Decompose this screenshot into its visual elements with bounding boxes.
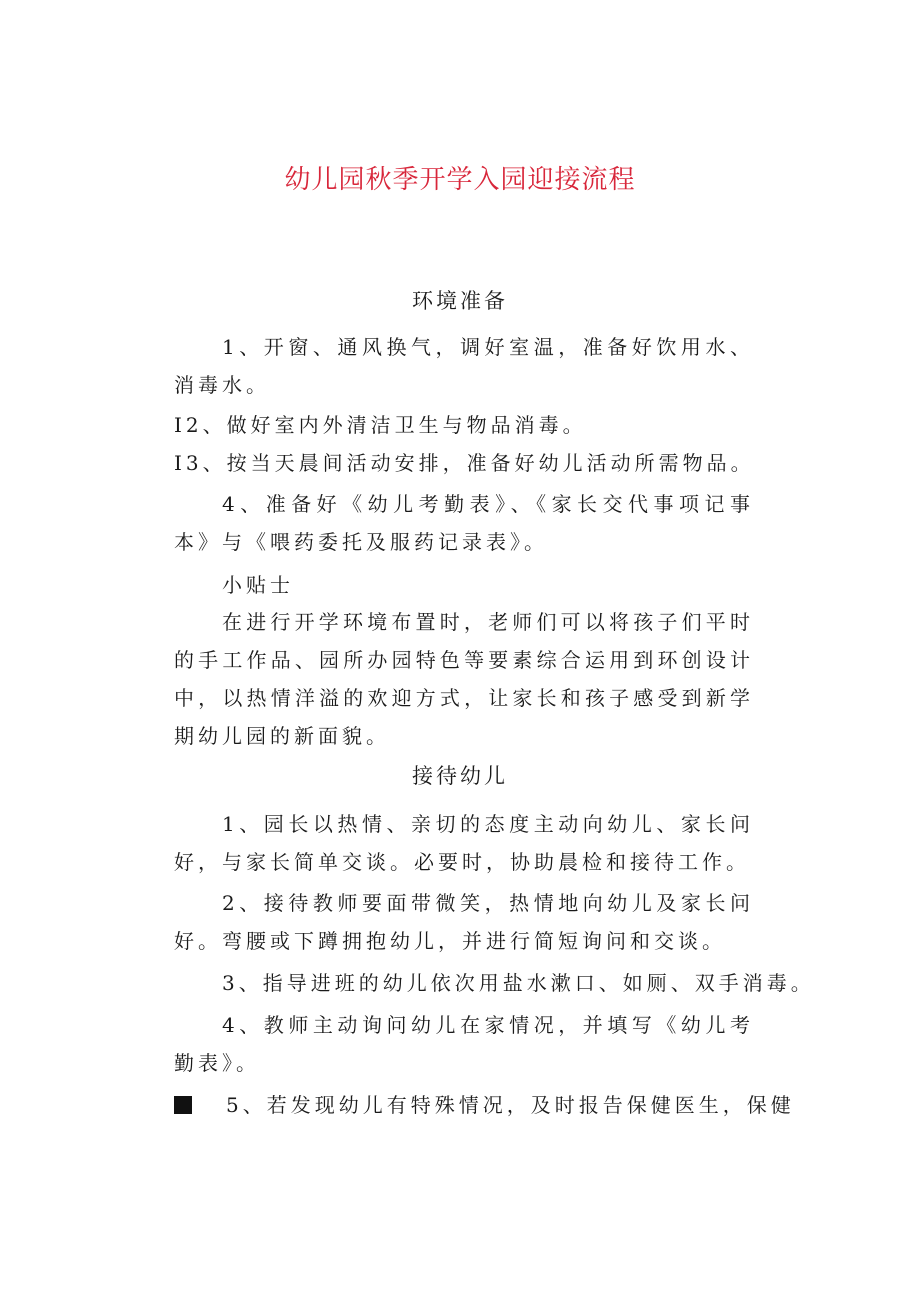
tip-text: 在进行开学环境布置时，老师们可以将孩子们平时的手工作品、园所办园特色等要素综合运用到环创设计中，以热情洋溢的欢迎方式，让家长和孩子感受到新学期幼儿园的新面貌。 <box>174 610 754 748</box>
list-item: 4、教师主动询问幼儿在家情况，并填写《幼儿考勤表》。 <box>174 1013 754 1075</box>
list-item-with-marker <box>174 1086 795 1124</box>
list-item-text: 5、若发现幼儿有特殊情况，及时报告保健医生，保健 <box>226 1093 795 1117</box>
list-item: 1、园长以热情、亲切的态度主动向幼儿、家长问好，与家长简单交谈。必要时，协助晨检和接待工作。 <box>174 812 754 874</box>
section-heading-reception: 接待幼儿 <box>412 764 508 788</box>
tip-label: 小贴士 <box>222 573 294 597</box>
square-bullet-icon <box>174 1096 192 1114</box>
section-heading-environment: 环境准备 <box>412 289 508 313</box>
list-item: I3、按当天晨间活动安排，准备好幼儿活动所需物品。 <box>174 451 755 475</box>
list-item: 2、接待教师要面带微笑，热情地向幼儿及家长问好。弯腰或下蹲拥抱幼儿，并进行简短询问和交谈。 <box>174 891 754 953</box>
list-item: 1、开窗、通风换气，调好室温，准备好饮用水、消毒水。 <box>174 335 754 397</box>
document-title: 幼儿园秋季开学入园迎接流程 <box>284 165 636 195</box>
list-item: I2、做好室内外清洁卫生与物品消毒。 <box>174 413 587 437</box>
list-item: 3、指导进班的幼儿依次用盐水漱口、如厕、双手消毒。 <box>222 971 815 995</box>
list-item: 4、准备好《幼儿考勤表》、《家长交代事项记事本》与《喂药委托及服药记录表》。 <box>174 492 754 554</box>
